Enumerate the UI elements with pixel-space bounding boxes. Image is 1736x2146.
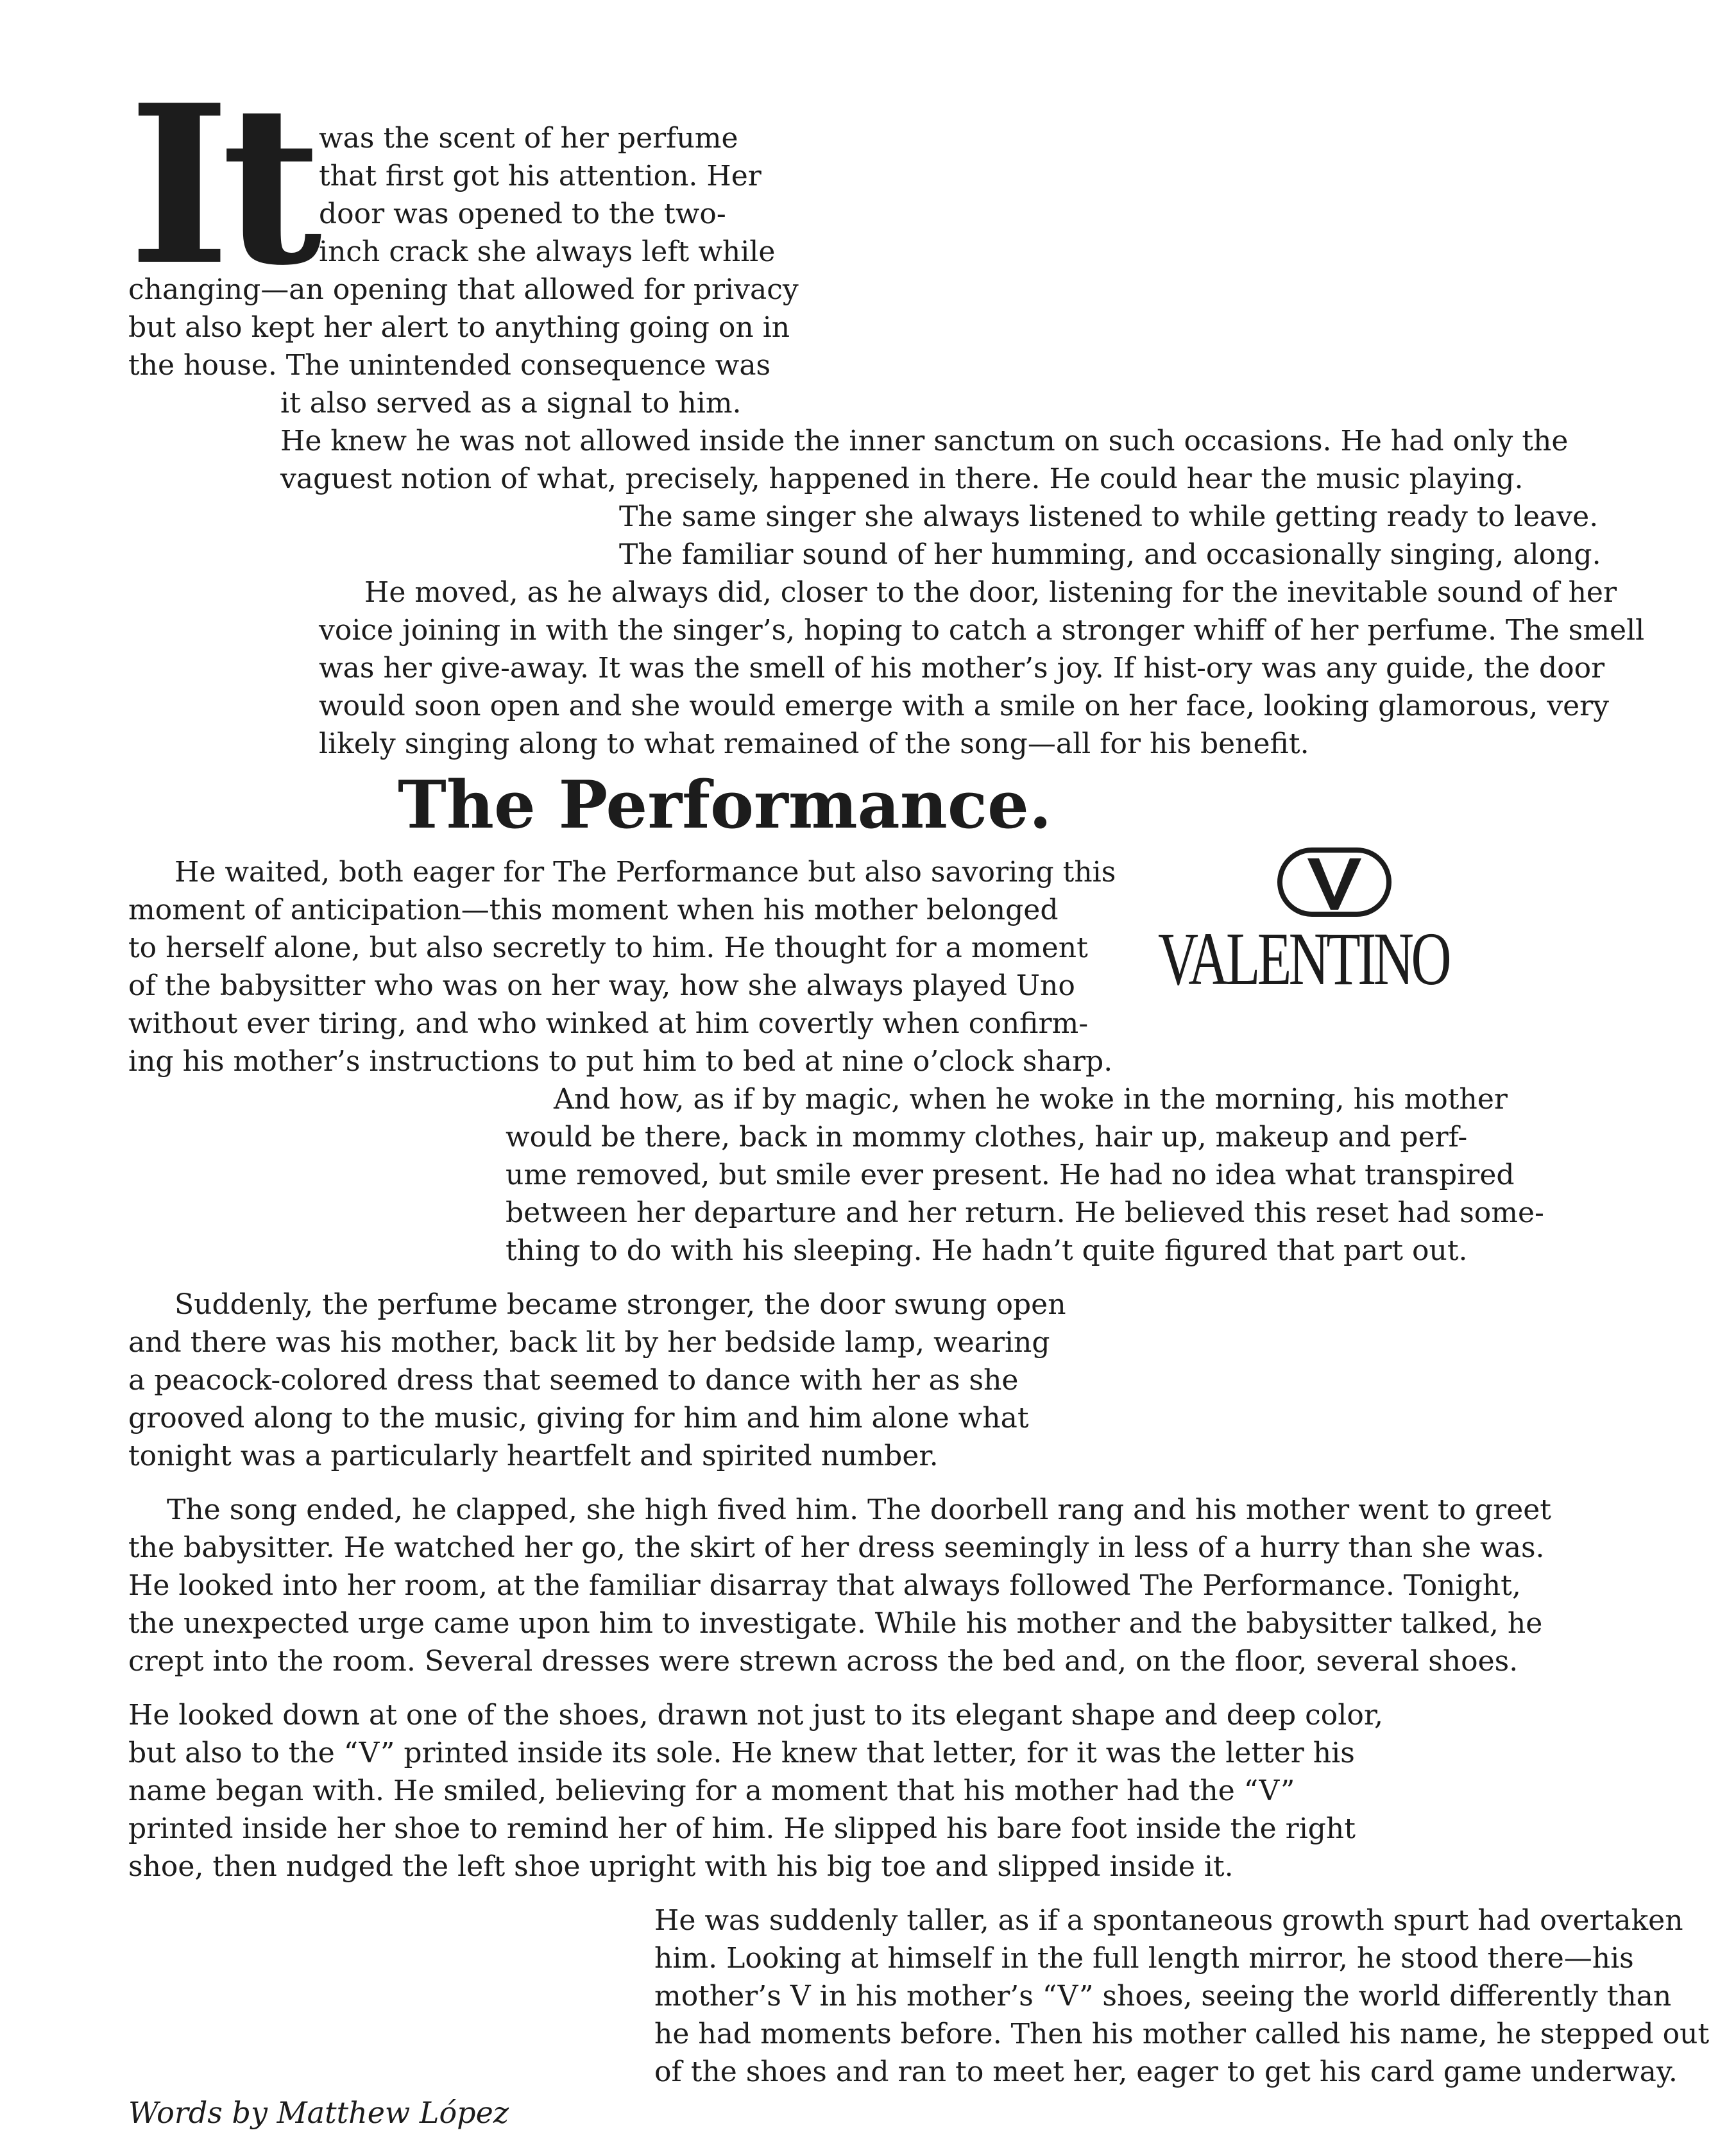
text-line: Suddenly, the perfume became stronger, the door swung open bbox=[174, 1288, 1066, 1321]
text-line: was her give-away. It was the smell of his mother’s joy. If hist-ory was any guide, the door bbox=[319, 652, 1605, 685]
text-line: tonight was a particularly heartfelt and spirited number. bbox=[128, 1440, 939, 1472]
text-line: likely singing along to what remained of the song—all for his benefit. bbox=[319, 728, 1309, 760]
text-line: He moved, as he always did, closer to the door, listening for the inevitable sound of her bbox=[364, 576, 1617, 609]
text-line: the house. The unintended consequence was bbox=[128, 349, 771, 382]
text-line: ume removed, but smile ever present. He had no idea what transpired bbox=[506, 1159, 1515, 1191]
text-line: The same singer she always listened to while getting ready to leave. bbox=[619, 500, 1599, 533]
text-line: moment of anticipation—this moment when his mother belonged bbox=[128, 894, 1059, 926]
text-line: a peacock-colored dress that seemed to dance with her as she bbox=[128, 1364, 1019, 1397]
text-line: would soon open and she would emerge with a smile on her face, looking glamorous, very bbox=[319, 690, 1610, 722]
text-line: thing to do with his sleeping. He hadn’t quite figured that part out. bbox=[506, 1234, 1468, 1267]
text-line: him. Looking at himself in the full length mirror, he stood there—his bbox=[654, 1942, 1634, 1975]
text-line: of the shoes and ran to meet her, eager to get his card game underway. bbox=[654, 2056, 1678, 2088]
text-line: between her departure and her return. He believed this reset had some- bbox=[506, 1196, 1544, 1229]
valentino-v-logo-icon bbox=[1277, 847, 1392, 917]
section-headline: The Performance. bbox=[398, 767, 1052, 844]
text-line: without ever tiring, and who winked at him covertly when confirm- bbox=[128, 1007, 1089, 1040]
text-line: crept into the room. Several dresses were strewn across the bed and, on the floor, several shoes. bbox=[128, 1645, 1519, 1678]
text-line: changing—an opening that allowed for privacy bbox=[128, 273, 799, 306]
text-line: And how, as if by magic, when he woke in the morning, his mother bbox=[554, 1083, 1508, 1116]
text-line: He was suddenly taller, as if a spontaneous growth spurt had overtaken bbox=[654, 1904, 1683, 1937]
text-line: name began with. He smiled, believing for a moment that his mother had the “V” bbox=[128, 1775, 1295, 1807]
text-line: shoe, then nudged the left shoe upright with his big toe and slipped inside it. bbox=[128, 1850, 1234, 1883]
text-line: door was opened to the two- bbox=[319, 198, 726, 230]
text-line: printed inside her shoe to remind her of him. He slipped his bare foot inside the right bbox=[128, 1812, 1356, 1845]
text-line: He looked into her room, at the familiar disarray that always followed The Performance. Tonight, bbox=[128, 1569, 1521, 1602]
text-line: vaguest notion of what, precisely, happened in there. He could hear the music playing. bbox=[280, 463, 1524, 495]
text-line: He looked down at one of the shoes, drawn not just to its elegant shape and deep color, bbox=[128, 1699, 1384, 1732]
text-line: it also served as a signal to him. bbox=[280, 387, 742, 420]
text-line: but also kept her alert to anything going on in bbox=[128, 311, 790, 344]
text-line: the babysitter. He watched her go, the skirt of her dress seemingly in less of a hurry than she was. bbox=[128, 1531, 1545, 1564]
text-line: that first got his attention. Her bbox=[319, 160, 762, 192]
text-line: He knew he was not allowed inside the inner sanctum on such occasions. He had only the bbox=[280, 425, 1569, 457]
text-line: mother’s V in his mother’s “V” shoes, seeing the world differently than bbox=[654, 1980, 1672, 2013]
text-line: He waited, both eager for The Performance but also savoring this bbox=[174, 856, 1116, 889]
text-line: inch crack she always left while bbox=[319, 235, 776, 268]
author-credit: Words by Matthew López bbox=[128, 2095, 509, 2130]
valentino-wordmark: VALENTINO bbox=[1158, 917, 1449, 1001]
drop-cap: It bbox=[128, 58, 314, 314]
text-line: he had moments before. Then his mother called his name, he stepped out bbox=[654, 2018, 1710, 2050]
text-line: would be there, back in mommy clothes, hair up, makeup and perf- bbox=[506, 1121, 1468, 1154]
text-line: The familiar sound of her humming, and occasionally singing, along. bbox=[619, 538, 1601, 571]
text-line: but also to the “V” printed inside its sole. He knew that letter, for it was the letter his bbox=[128, 1737, 1355, 1769]
text-line: voice joining in with the singer’s, hoping to catch a stronger whiff of her perfume. The smell bbox=[319, 614, 1645, 647]
text-line: to herself alone, but also secretly to him. He thought for a moment bbox=[128, 932, 1088, 964]
text-line: of the babysitter who was on her way, how she always played Uno bbox=[128, 969, 1075, 1002]
text-line: and there was his mother, back lit by her bedside lamp, wearing bbox=[128, 1326, 1050, 1359]
text-line: ing his mother’s instructions to put him to bed at nine o’clock sharp. bbox=[128, 1045, 1113, 1078]
text-line: The song ended, he clapped, she high fived him. The doorbell rang and his mother went to greet bbox=[167, 1494, 1551, 1526]
text-line: grooved along to the music, giving for him and him alone what bbox=[128, 1402, 1029, 1435]
text-line: the unexpected urge came upon him to investigate. While his mother and the babysitter talked, he bbox=[128, 1607, 1543, 1640]
text-line: was the scent of her perfume bbox=[319, 122, 738, 155]
